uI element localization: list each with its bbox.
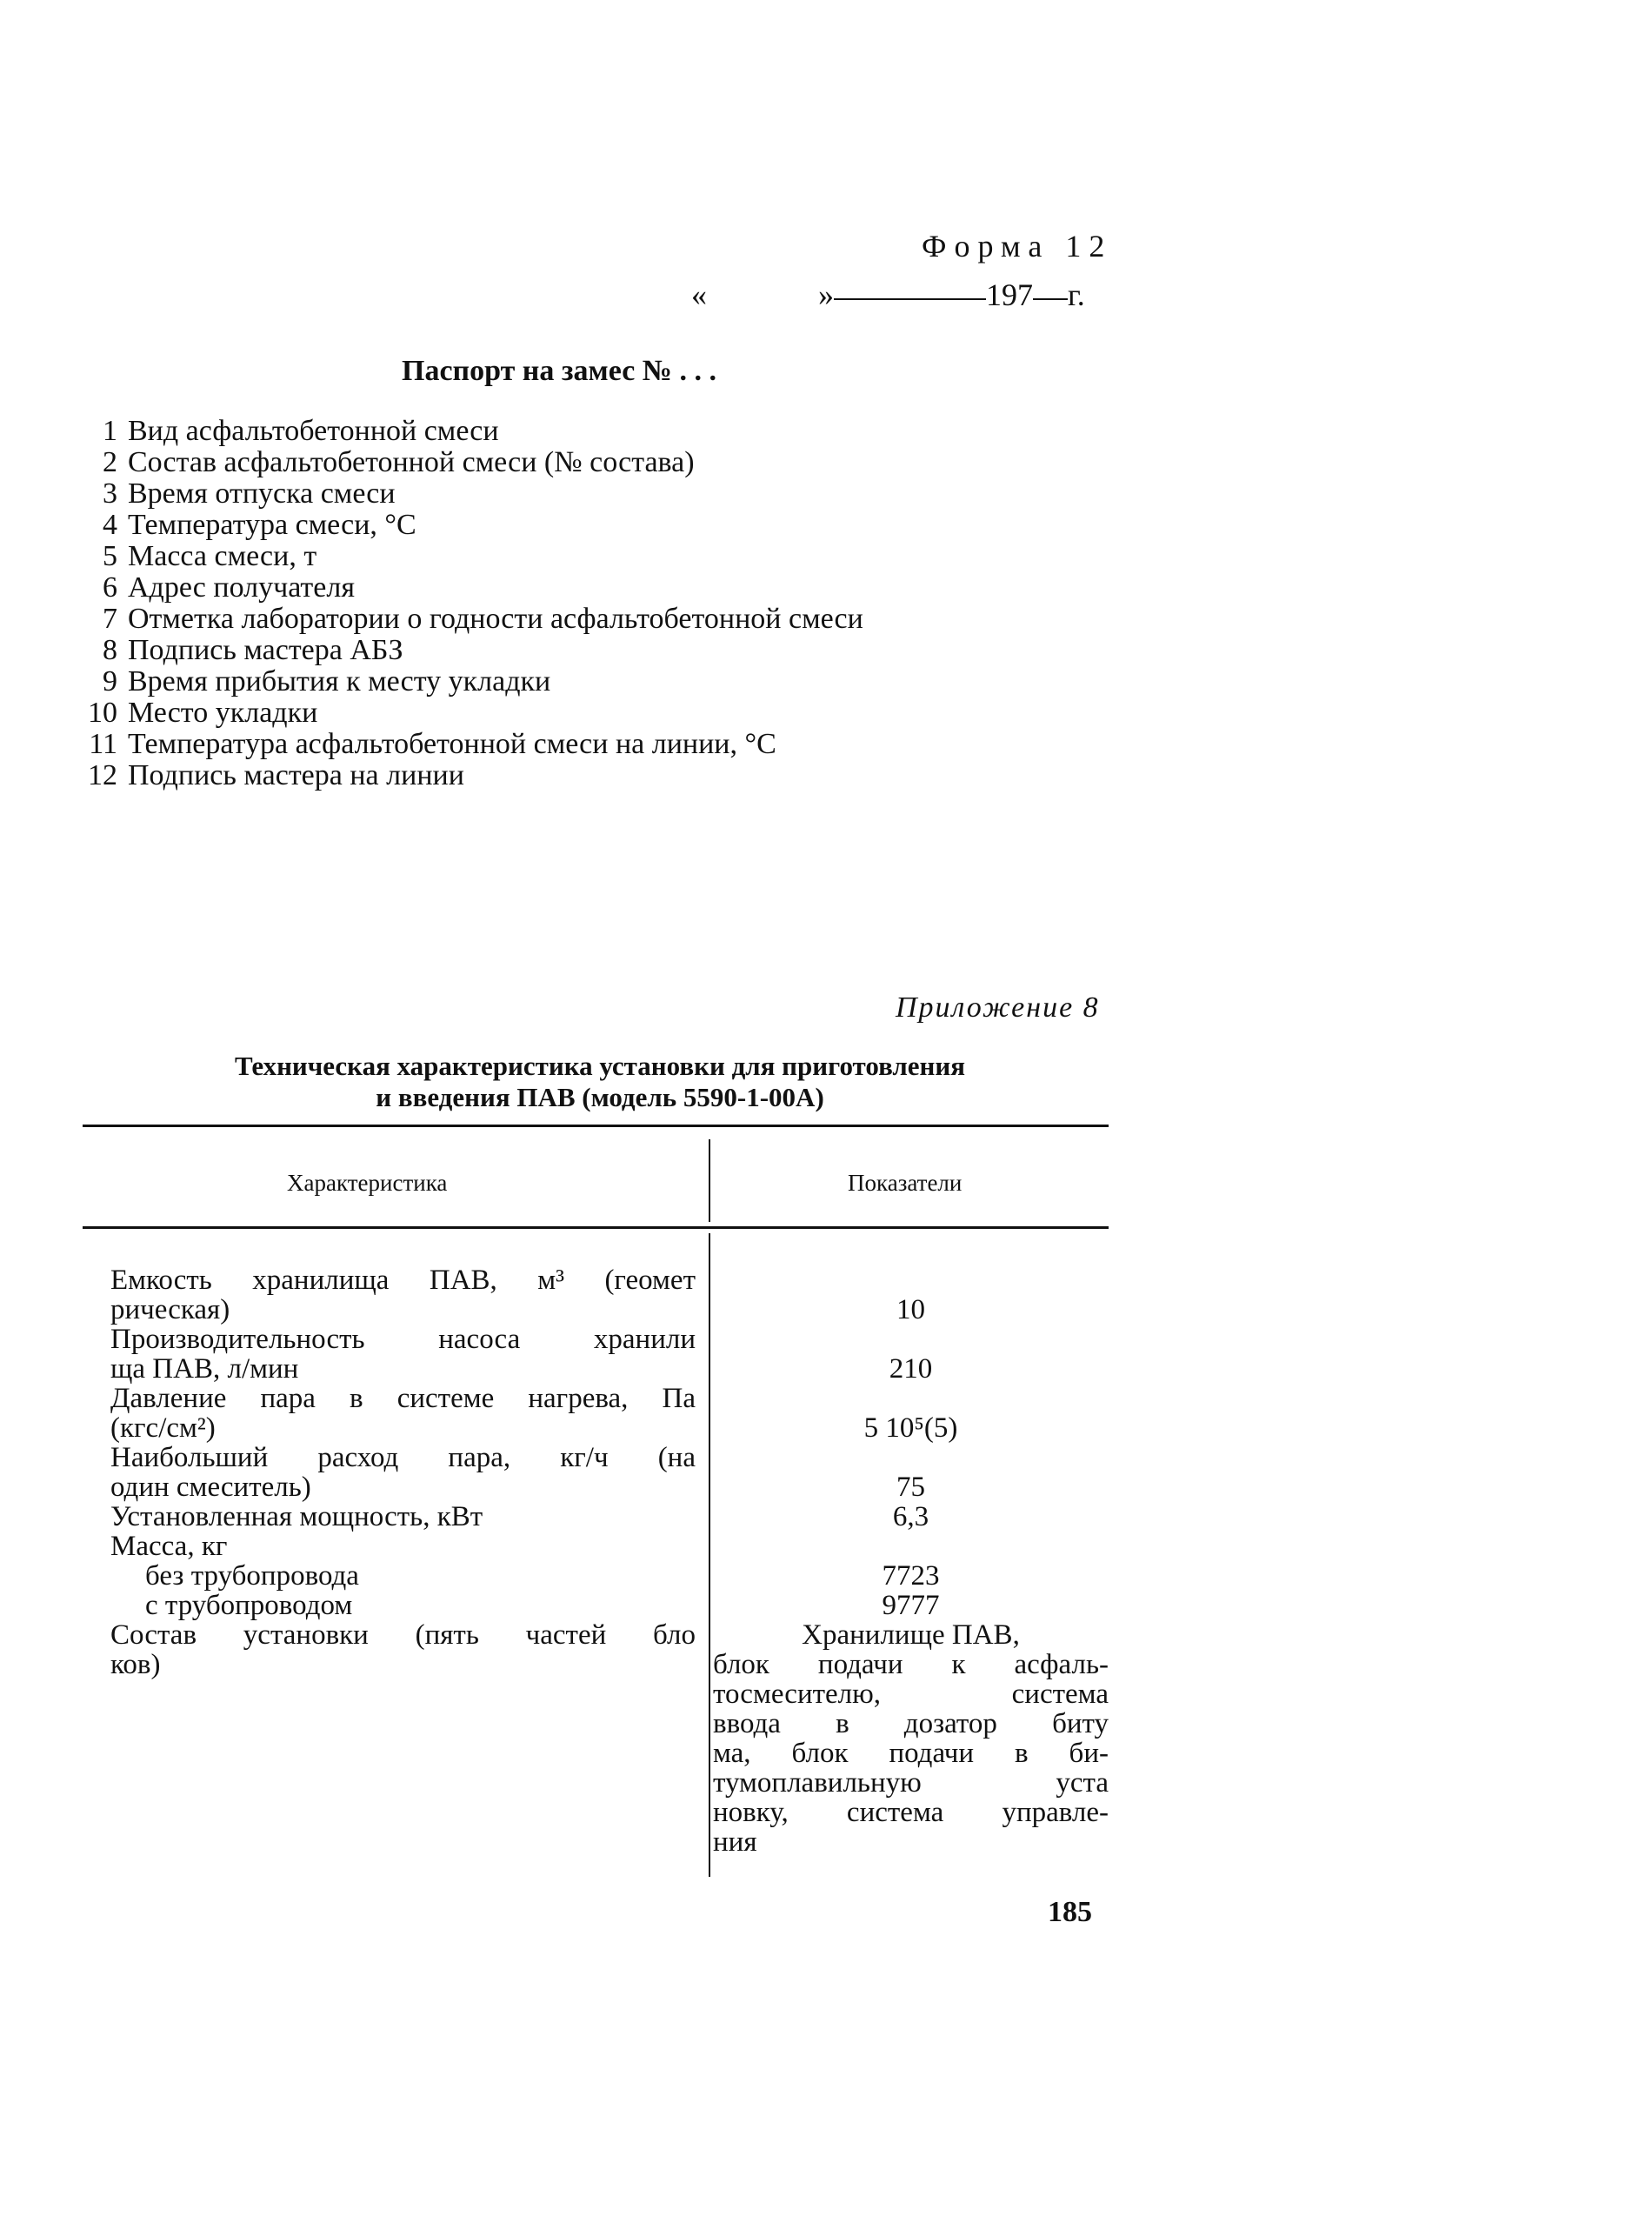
passport-item-text: Подпись мастера на линии	[128, 759, 464, 791]
value-cell	[696, 1561, 1109, 1591]
table-top-rule	[83, 1125, 1109, 1127]
table-row	[83, 1591, 1109, 1620]
characteristic-text: ща ПАВ, л/мин	[110, 1353, 299, 1385]
value-text: 10	[896, 1294, 925, 1325]
characteristic-cell	[83, 1325, 696, 1384]
table-body	[83, 1265, 1109, 1857]
value-text: блок подачи к асфаль-	[713, 1649, 1109, 1680]
value-text: ния	[713, 1826, 757, 1858]
value-text: новку, система управле-	[713, 1797, 1109, 1828]
value-cell	[696, 1265, 1109, 1325]
passport-item	[74, 760, 863, 791]
characteristic-cell	[83, 1384, 696, 1443]
characteristic-text: Установленная мощность, кВт	[110, 1501, 483, 1532]
characteristic-text: Наибольший расход пара, кг/ч (на	[110, 1442, 696, 1473]
value-text: 210	[889, 1353, 933, 1385]
characteristic-text: один смеситель)	[110, 1472, 311, 1503]
value-text: тумоплавильную уста	[713, 1767, 1109, 1799]
passport-item	[74, 635, 863, 666]
passport-item-text: Температура асфальтобетонной смеси на линии, °С	[128, 728, 776, 760]
characteristic-text: рическая)	[110, 1294, 230, 1325]
characteristic-text: Масса, кг	[110, 1531, 228, 1562]
passport-item-text: Время прибытия к месту укладки	[128, 665, 551, 698]
passport-item-number: 11	[89, 728, 117, 760]
passport-item-number: 1	[103, 415, 117, 447]
value-cell	[696, 1591, 1109, 1620]
passport-item	[74, 572, 863, 604]
value-cell	[696, 1532, 1109, 1561]
value-text: ма, блок подачи в би-	[713, 1738, 1109, 1769]
passport-item-number: 7	[103, 603, 117, 635]
passport-title: Паспорт на замес № . . .	[402, 355, 716, 387]
characteristic-cell	[83, 1502, 696, 1532]
passport-item-number: 6	[103, 571, 117, 604]
characteristic-cell	[83, 1620, 696, 1857]
value-text: 9777	[882, 1590, 940, 1621]
date-quote-open: «	[691, 277, 707, 312]
passport-item-text: Состав асфальтобетонной смеси (№ состава)	[128, 446, 695, 478]
passport-item-text: Вид асфальтобетонной смеси	[128, 415, 499, 447]
characteristic-cell	[83, 1265, 696, 1325]
characteristic-cell	[83, 1532, 696, 1561]
month-blank	[834, 298, 986, 300]
passport-item	[74, 478, 863, 510]
table-header-rule	[83, 1226, 1109, 1229]
passport-item-text: Адрес получателя	[128, 571, 355, 604]
page-number: 185	[1048, 1896, 1092, 1928]
header-characteristic: Характеристика	[287, 1170, 448, 1196]
value-cell	[696, 1384, 1109, 1443]
characteristic-text: с трубопроводом	[145, 1590, 353, 1621]
passport-item	[74, 698, 863, 729]
passport-item-text: Температура смеси, °С	[128, 509, 416, 541]
year-blank	[1033, 298, 1068, 300]
passport-item-number: 12	[88, 759, 117, 791]
table-row	[83, 1561, 1109, 1591]
date-suffix: г.	[1068, 277, 1085, 312]
passport-item-number: 3	[103, 477, 117, 510]
value-text	[713, 1532, 1109, 1561]
value-cell	[696, 1620, 1109, 1857]
value-cell	[696, 1325, 1109, 1384]
date-quote-close: »	[818, 277, 834, 312]
value-text: тосмесителю, система	[713, 1679, 1109, 1710]
passport-item-text: Подпись мастера АБЗ	[128, 634, 403, 666]
table-row	[83, 1384, 1109, 1443]
value-text: ввода в дозатор биту	[713, 1708, 1109, 1739]
appendix-label: Приложение 8	[896, 991, 1100, 1024]
table-row	[83, 1620, 1109, 1857]
table-row	[83, 1265, 1109, 1325]
table-row	[83, 1443, 1109, 1502]
passport-item-text: Масса смеси, т	[128, 540, 317, 572]
characteristic-text: ков)	[110, 1649, 161, 1680]
table-title-line-2: и введения ПАВ (модель 5590-1-00А)	[376, 1082, 824, 1112]
characteristic-text: Состав установки (пять частей бло	[110, 1619, 696, 1651]
value-text: 6,3	[892, 1501, 929, 1532]
table-title	[165, 1051, 1035, 1113]
passport-item-number: 9	[103, 665, 117, 698]
passport-item-number: 2	[103, 446, 117, 478]
passport-item	[74, 604, 863, 635]
passport-item-number: 5	[103, 540, 117, 572]
passport-item	[74, 541, 863, 572]
passport-item	[74, 666, 863, 698]
value-text: 5 10⁵(5)	[863, 1412, 958, 1444]
characteristic-text: Давление пара в системе нагрева, Па	[110, 1383, 696, 1414]
table-row	[83, 1532, 1109, 1561]
header-column-divider	[709, 1139, 710, 1222]
characteristic-text: (кгс/см²)	[110, 1412, 216, 1444]
passport-list	[74, 416, 863, 791]
passport-item	[74, 447, 863, 478]
value-cell	[696, 1443, 1109, 1502]
value-text: Хранилище ПАВ,	[802, 1619, 1020, 1651]
characteristic-text: Производительность насоса хранили	[110, 1324, 696, 1355]
table-title-line-1: Техническая характеристика установки для приготовления	[234, 1051, 966, 1081]
header-values: Показатели	[848, 1170, 963, 1196]
date-line	[691, 277, 1085, 313]
passport-item-number: 4	[103, 509, 117, 541]
passport-item-text: Время отпуска смеси	[128, 477, 396, 510]
characteristic-text: без трубопровода	[145, 1560, 359, 1592]
value-cell	[696, 1502, 1109, 1532]
passport-item-text: Место укладки	[128, 697, 318, 729]
form-number: Форма 12	[922, 229, 1113, 264]
passport-item-number: 8	[103, 634, 117, 666]
value-text: 75	[896, 1472, 925, 1503]
table-row	[83, 1325, 1109, 1384]
characteristic-text: Емкость хранилища ПАВ, м³ (геомет	[110, 1265, 696, 1296]
value-text: 7723	[882, 1560, 940, 1592]
table-row	[83, 1502, 1109, 1532]
characteristic-cell	[83, 1443, 696, 1502]
passport-item	[74, 416, 863, 447]
date-year: 197	[986, 277, 1033, 312]
passport-item-number: 10	[88, 697, 117, 729]
passport-item-text: Отметка лаборатории о годности асфальтобетонной смеси	[128, 603, 863, 635]
passport-item	[74, 729, 863, 760]
passport-item	[74, 510, 863, 541]
characteristic-cell	[83, 1591, 696, 1620]
characteristic-cell	[83, 1561, 696, 1591]
